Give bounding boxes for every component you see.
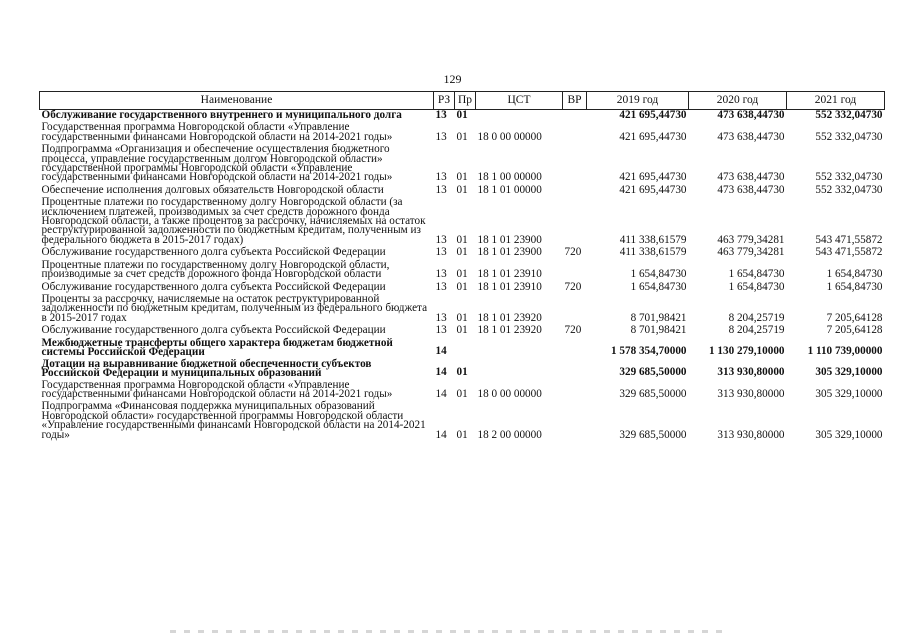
cell-y2019: 411 338,61579 — [619, 233, 687, 246]
cell-y2021: 7 205,64128 — [826, 324, 883, 337]
cell-y2019: 411 338,61579 — [619, 246, 687, 259]
table-row — [40, 401, 885, 442]
cell-y2021: 543 471,55872 — [815, 246, 883, 259]
scan-artifact — [170, 630, 730, 633]
cell-y2020: 8 204,25719 — [728, 324, 785, 337]
cell-vr — [563, 260, 587, 282]
cell-rz: 14 — [435, 387, 447, 400]
cell-name: Государственная программа Новгородской области «Управление государственными финансами Новгородской области на 2014-2021 годы» — [41, 121, 393, 143]
cell-pr: 01 — [456, 324, 468, 337]
cell-y2020: 473 638,44730 — [717, 109, 785, 121]
cell-rz: 13 — [435, 109, 447, 121]
header-rz: РЗ — [434, 92, 455, 110]
cell-pr: 01 — [456, 109, 468, 121]
cell-cst: 18 1 01 23920 — [477, 311, 542, 324]
cell-y2019: 329 685,50000 — [619, 387, 687, 400]
header-name: Наименование — [40, 92, 434, 110]
table-row — [40, 197, 885, 247]
cell-y2021: 7 205,64128 — [826, 311, 883, 324]
table-row — [40, 380, 885, 402]
page-number: 129 — [443, 72, 462, 86]
table-row — [40, 247, 885, 259]
cell-vr — [563, 359, 587, 380]
cell-name: Обслуживание государственного долга субъекта Российской Федерации — [41, 280, 386, 293]
table-row — [40, 260, 885, 282]
cell-pr: 01 — [456, 428, 468, 441]
cell-cst: 18 1 01 23900 — [477, 246, 542, 259]
cell-name: Обеспечение исполнения долговых обязательств Новгородской области — [41, 183, 384, 196]
cell-y2019: 1 578 354,70000 — [610, 345, 687, 358]
cell-y2021: 1 654,84730 — [826, 280, 883, 293]
cell-pr: 01 — [456, 171, 468, 184]
cell-y2019: 8 701,98421 — [630, 324, 687, 337]
table-row — [40, 294, 885, 325]
cell-name: Подпрограмма «Организация и обеспечение осуществления бюджетного процесса, управление государственным долгом Новгородской области» государственной программы Новгородской области «Управление государственными финансами Новгородской области на 2014-2021 годы» — [41, 143, 393, 184]
budget-table — [39, 91, 885, 442]
cell-y2020: 1 654,84730 — [728, 280, 785, 293]
cell-y2020: 313 930,80000 — [717, 428, 785, 441]
cell-cst: 18 1 01 00000 — [477, 183, 542, 196]
cell-y2020: 313 930,80000 — [717, 366, 785, 379]
cell-y2021: 305 329,10000 — [815, 366, 883, 379]
cell-name: Процентные платежи по государственному долгу Новгородской области, производимые за счет средств дорожного фонда Новгородской области — [41, 258, 390, 281]
cell-y2020: 473 638,44730 — [717, 171, 785, 184]
cell-vr: 720 — [564, 280, 582, 293]
cell-y2020: 463 779,34281 — [717, 233, 785, 246]
cell-cst: 18 1 01 23900 — [477, 233, 542, 246]
cell-y2020: 1 654,84730 — [728, 268, 785, 281]
cell-y2020: 8 204,25719 — [728, 311, 785, 324]
cell-name: Обслуживание государственного долга субъекта Российской Федерации — [41, 324, 386, 337]
table-row — [40, 122, 885, 144]
cell-rz: 13 — [435, 280, 447, 293]
cell-cst — [476, 338, 563, 359]
cell-cst: 18 0 00 00000 — [477, 387, 542, 400]
cell-y2020: 473 638,44730 — [717, 183, 785, 196]
cell-name: Процентные платежи по государственному долгу Новгородской области (за исключением платежей, производимых за счет средств дорожного фонда Новгородской области, а также процентов за рассрочку, начисляемых на остаток реструктурированной задолженности по бюджетным кредитам, полученным из федерального бюджета в 2015-2017 годах) — [41, 196, 426, 246]
cell-vr — [563, 144, 587, 185]
cell-y2019: 421 695,44730 — [619, 183, 687, 196]
cell-cst: 18 1 01 23910 — [477, 268, 542, 281]
cell-rz: 13 — [435, 324, 447, 337]
cell-rz: 13 — [435, 311, 447, 324]
table-row — [40, 359, 885, 380]
cell-vr — [563, 338, 587, 359]
cell-y2021: 1 654,84730 — [826, 268, 883, 281]
cell-vr — [563, 122, 587, 144]
cell-y2019: 421 695,44730 — [619, 109, 687, 121]
cell-rz: 14 — [435, 428, 447, 441]
cell-pr: 01 — [456, 233, 468, 246]
cell-y2021: 552 332,04730 — [815, 130, 883, 143]
cell-y2020: 463 779,34281 — [717, 246, 785, 259]
cell-vr — [563, 197, 587, 247]
cell-rz: 14 — [435, 366, 447, 379]
cell-name: Дотации на выравнивание бюджетной обеспеченности субъектов Российской Федерации и муниципальных образований — [41, 357, 372, 379]
cell-rz: 13 — [435, 246, 447, 259]
cell-rz: 13 — [435, 233, 447, 246]
cell-y2021: 552 332,04730 — [815, 109, 883, 121]
cell-cst — [476, 110, 563, 123]
cell-vr — [563, 185, 587, 197]
cell-name: Обслуживание государственного долга субъекта Российской Федерации — [41, 246, 386, 259]
cell-pr: 01 — [456, 387, 468, 400]
cell-name: Государственная программа Новгородской области «Управление государственными финансами Новгородской области на 2014-2021 годы» — [41, 378, 393, 400]
cell-rz: 13 — [435, 130, 447, 143]
cell-cst: 18 1 01 23920 — [477, 324, 542, 337]
cell-name: Подпрограмма «Финансовая поддержка муниципальных образований Новгородской области» государственной программы Новгородской области «Управление государственными финансами Новгородской области на 2014-2021 годы» — [41, 400, 426, 441]
cell-y2020: 313 930,80000 — [717, 387, 785, 400]
cell-rz: 14 — [435, 345, 447, 358]
cell-y2019: 1 654,84730 — [630, 268, 687, 281]
table-row — [40, 325, 885, 337]
cell-name: Обслуживание государственного внутреннего и муниципального долга — [41, 109, 402, 122]
cell-vr — [563, 294, 587, 325]
table-row — [40, 338, 885, 359]
header-cst: ЦСТ — [476, 92, 563, 110]
cell-y2019: 421 695,44730 — [619, 171, 687, 184]
header-pr: Пр — [455, 92, 476, 110]
cell-pr: 01 — [456, 268, 468, 281]
header-2021: 2021 год — [787, 92, 885, 110]
table-header-row — [40, 92, 885, 110]
cell-name: Проценты за рассрочку, начисляемые на остаток реструктурированной задолженности по бюджетным кредитам, полученным из федерального бюджета в 2015-2017 годах — [41, 292, 428, 324]
header-2020: 2020 год — [689, 92, 787, 110]
cell-pr: 01 — [456, 366, 468, 379]
cell-cst — [476, 359, 563, 380]
cell-vr — [563, 380, 587, 402]
cell-y2021: 552 332,04730 — [815, 171, 883, 184]
cell-vr — [563, 401, 587, 442]
header-2019: 2019 год — [587, 92, 689, 110]
cell-y2021: 305 329,10000 — [815, 428, 883, 441]
cell-vr — [563, 110, 587, 123]
cell-y2021: 305 329,10000 — [815, 387, 883, 400]
cell-y2019: 329 685,50000 — [619, 366, 687, 379]
cell-y2020: 1 130 279,10000 — [708, 345, 785, 358]
cell-pr: 01 — [456, 246, 468, 259]
header-vr: ВР — [563, 92, 587, 110]
cell-y2019: 1 654,84730 — [630, 280, 687, 293]
cell-y2019: 8 701,98421 — [630, 311, 687, 324]
cell-y2020: 473 638,44730 — [717, 130, 785, 143]
cell-y2021: 1 110 739,00000 — [807, 345, 883, 358]
cell-name: Межбюджетные трансферты общего характера бюджетам бюджетной системы Российской Федерации — [41, 336, 393, 358]
cell-rz: 13 — [435, 171, 447, 184]
cell-pr — [455, 338, 476, 359]
cell-vr: 720 — [564, 246, 582, 259]
cell-pr: 01 — [456, 130, 468, 143]
table-row — [40, 144, 885, 185]
cell-cst: 18 2 00 00000 — [477, 428, 542, 441]
table-body — [40, 110, 885, 442]
cell-vr: 720 — [564, 324, 582, 337]
cell-pr: 01 — [456, 280, 468, 293]
cell-pr: 01 — [456, 183, 468, 196]
cell-y2019: 421 695,44730 — [619, 130, 687, 143]
cell-y2021: 543 471,55872 — [815, 233, 883, 246]
cell-y2019: 329 685,50000 — [619, 428, 687, 441]
cell-cst: 18 0 00 00000 — [477, 130, 542, 143]
cell-cst: 18 1 00 00000 — [477, 171, 542, 184]
cell-rz: 13 — [435, 268, 447, 281]
cell-y2021: 552 332,04730 — [815, 183, 883, 196]
cell-pr: 01 — [456, 311, 468, 324]
cell-cst: 18 1 01 23910 — [477, 280, 542, 293]
cell-rz: 13 — [435, 183, 447, 196]
